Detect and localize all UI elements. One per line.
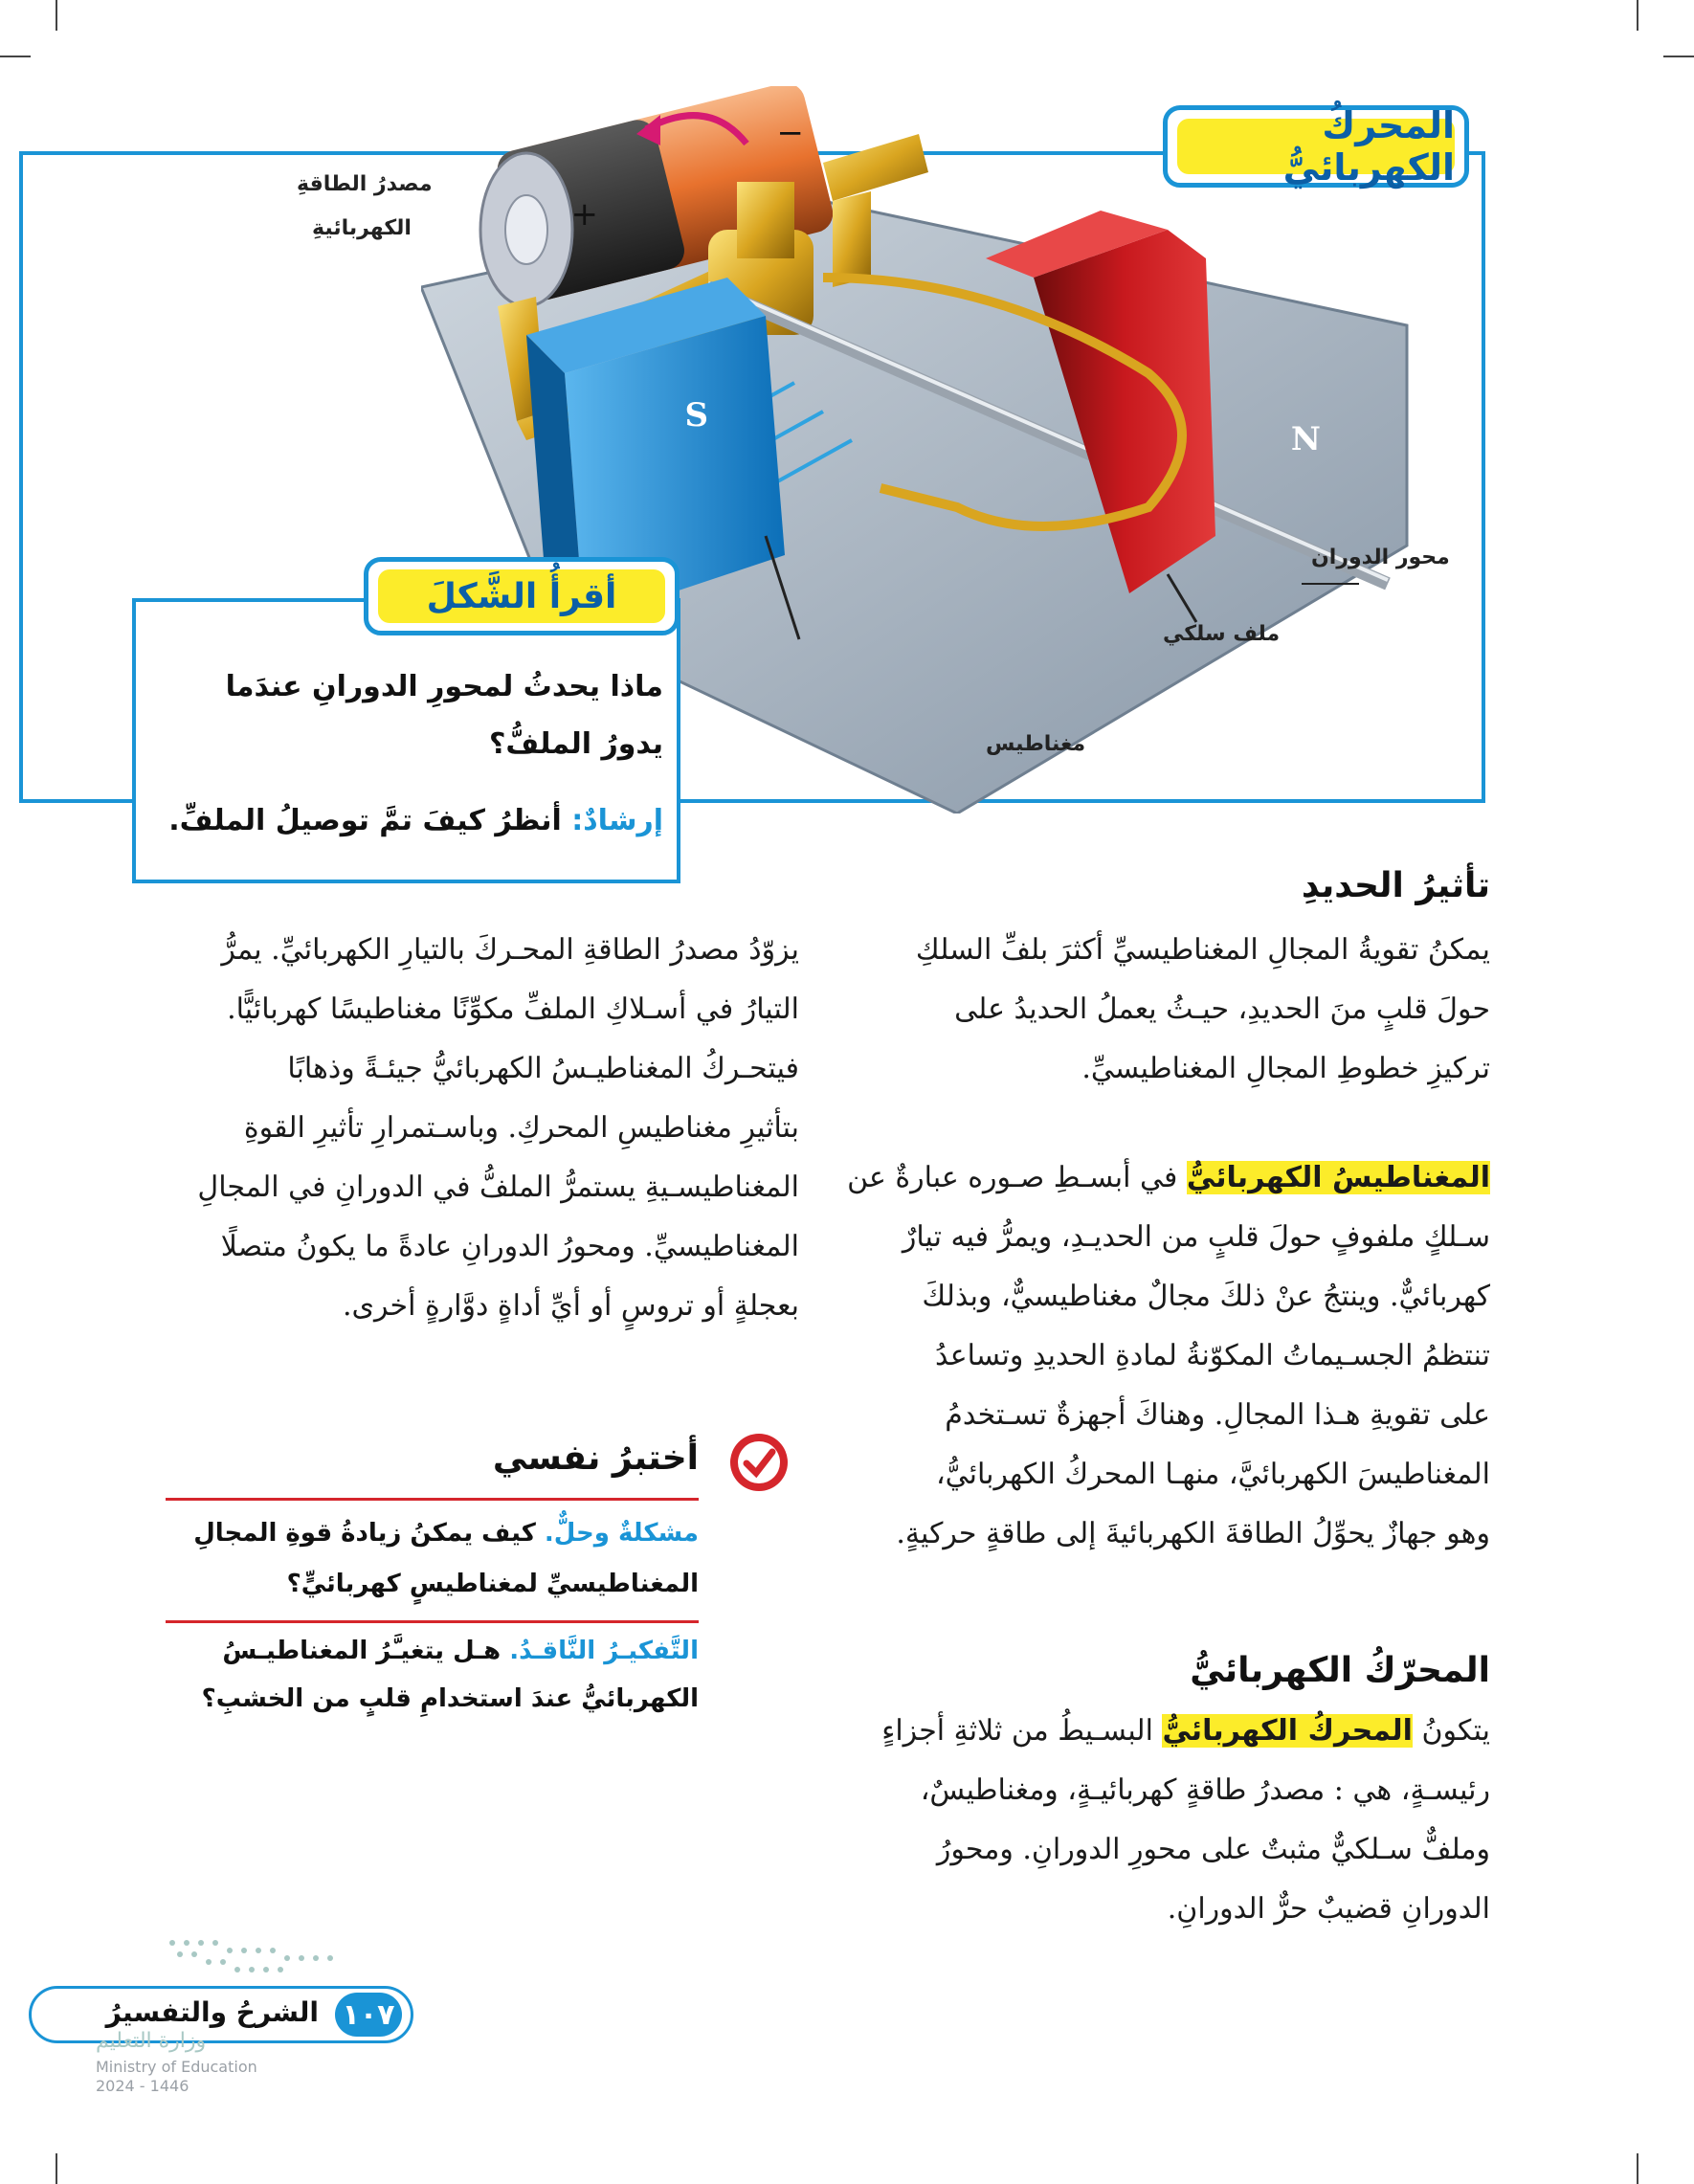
electromagnet-line: في أبسـطِ صـوره عبارةٌ عن <box>847 1161 1178 1194</box>
plus-sign: + <box>570 195 598 234</box>
power-source-label-line2: الكهربائيةِ <box>312 216 412 240</box>
coil-label: ملف سلكي <box>1163 622 1281 646</box>
self-test-q1-line2: المغناطيسيِّ لمغناطيسٍ كهربائيٍّ؟ <box>286 1570 699 1598</box>
figure-title: المحركُ الكهربائيُّ <box>1177 119 1455 174</box>
electromagnet-line: سـلكٍ ملفوفٍ حولَ قلبٍ من الحديـدِ، ويمرُّ فيه تيارٌ <box>902 1220 1490 1254</box>
read-figure-question-line2: يدورُ الملفُّ؟ <box>489 727 663 761</box>
self-test-q1-line1 <box>193 1519 699 1548</box>
minus-sign: − <box>776 114 804 152</box>
crop-mark <box>1663 56 1694 57</box>
motor-line-start: يتكونُ <box>1421 1714 1490 1748</box>
crop-mark <box>56 0 57 31</box>
hint-text: أنظرُ كيفَ تمَّ توصيلُ الملفِّ. <box>168 804 562 837</box>
self-test-q2-line1 <box>222 1637 699 1665</box>
ministry-name-ar: وزارة التعليم <box>96 2029 207 2053</box>
page-number: ١٠٧ <box>335 1993 402 2037</box>
motor-line: الدورانِ قضيبٌ حرٌّ الدورانِ. <box>1167 1892 1490 1926</box>
self-test-rule <box>166 1498 699 1501</box>
crop-mark <box>1637 0 1638 31</box>
read-figure-title-box <box>364 557 680 635</box>
figure-title-box <box>1163 105 1469 188</box>
crop-mark <box>56 2153 57 2184</box>
pole-s-label: S <box>684 396 708 435</box>
electromagnet-line: وهو جهازٌ يحوِّلُ الطاقةَ الكهربائيةَ إلى طاقةٍ حركيةٍ. <box>896 1517 1490 1550</box>
self-test-q2-line2: الكهربائيُّ عندَ استخدامِ قلبٍ من الخشبِ؟ <box>201 1684 699 1713</box>
electromagnet-line: المغناطيسَ الكهربائيَّ، منهـا المحركُ الكهربائيُّ، <box>935 1458 1490 1491</box>
electromagnet-line: كهربائيٌّ. وينتجُ عنْ ذلكَ مجالٌ مغناطيسيٌّ، وبذلكَ <box>922 1280 1490 1313</box>
left-line: فيتحـركُ المغناطيـسُ الكهربائيُّ جيئـةً وذهابًا <box>287 1052 799 1085</box>
iron-line: تركيزِ خطوطِ المجالِ المغناطيسيِّ. <box>1081 1052 1490 1085</box>
footer-section-name: الشرحُ والتفسيرُ <box>105 1996 319 2028</box>
ministry-year: 2024 - 1446 <box>96 2077 189 2095</box>
left-line: التيارُ في أسـلاكِ الملفِّ مكوِّنًا مغناطيسًا كهربائيًّا. <box>227 992 799 1026</box>
self-test-rule <box>166 1620 699 1623</box>
iron-line: حولَ قلبٍ منَ الحديدِ، حيـثُ يعملُ الحديدُ على <box>954 992 1490 1026</box>
ministry-name-en: Ministry of Education <box>96 2058 257 2076</box>
motor-paragraph <box>881 1702 1490 1939</box>
checkmark-icon <box>727 1431 791 1494</box>
power-source-label-line1: مصدرُ الطاقةِ <box>297 172 433 196</box>
read-figure-title: أقرأُ الشَّكلَ <box>378 569 665 623</box>
iron-line: يمكنُ تقويةُ المجالِ المغناطيسيِّ أكثرَ بلفِّ السلكِ <box>915 933 1490 967</box>
pole-n-label: N <box>1290 420 1321 458</box>
electromagnet-line: تنتظمُ الجسـيماتُ المكوّنةُ لمادةِ الحديدِ وتساعدُ <box>935 1339 1490 1372</box>
self-test-q1-key: مشكلةٌ وحلٌّ. <box>544 1519 699 1548</box>
motor-line: وملفٌّ سـلكيٌّ مثبتٌ على محورِ الدورانِ. ومحورُ <box>936 1833 1490 1866</box>
motor-line-rest: البسـيطُ من ثلاثةِ أجزاءٍ <box>881 1714 1153 1748</box>
crop-mark <box>0 56 31 57</box>
magnet-label: مغناطيس <box>986 732 1086 756</box>
left-line: بعجلةٍ أو تروسٍ أو أيِّ أداةٍ دوَّارةٍ أخرى. <box>342 1289 799 1323</box>
electromagnet-paragraph <box>847 1148 1490 1564</box>
ministry-logo-dots-icon <box>153 1933 345 1981</box>
motor-line: رئيسـةٍ، هي : مصدرُ طاقةٍ كهربائيـةٍ، ومغناطيسٌ، <box>920 1773 1490 1807</box>
self-test-title: أختبرُ نفسي <box>492 1438 699 1478</box>
left-paragraph <box>197 921 799 1336</box>
hint-label: إرشادٌ: <box>571 804 663 837</box>
left-line: يزوّدُ مصدرُ الطاقةِ المحـركَ بالتيارِ الكهربائيِّ. يمرُّ <box>221 933 799 967</box>
left-line: المغناطيسيِّ. ومحورُ الدورانِ عادةً ما يكونُ متصلًا <box>220 1230 799 1263</box>
electromagnet-line: على تقويةِ هـذا المجالِ. وهناكَ أجهزةٌ تسـتخدمُ <box>945 1398 1490 1432</box>
crop-mark <box>1637 2153 1638 2184</box>
self-test-q2-key: التَّفكيـرُ النَّاقـدُ. <box>509 1637 699 1665</box>
self-test-q2-text: هـل يتغيـَّرُ المغناطيـسُ <box>222 1637 502 1665</box>
axle-label: محور الدوران <box>1311 546 1450 569</box>
electromagnet-term: المغناطيسُ الكهربائيُّ <box>1186 1161 1490 1194</box>
motor-term: المحركُ الكهربائيُّ <box>1162 1714 1413 1748</box>
left-line: المغناطيسـيةِ يستمرُّ الملفُّ في الدورانِ في المجالِ <box>197 1170 799 1204</box>
self-test-q1-text: كيف يمكنُ زيادةُ قوةِ المجالِ <box>193 1519 536 1548</box>
left-line: بتأثيرِ مغناطيسِ المحركِ. وباسـتمرارِ تأثيرِ القوةِ <box>243 1111 799 1145</box>
motor-heading: المحرّكُ الكهربائيُّ <box>1190 1651 1490 1690</box>
iron-paragraph <box>916 921 1490 1099</box>
iron-heading: تأثيرُ الحديدِ <box>1301 866 1490 905</box>
read-figure-question-line1: ماذا يحدثُ لمحورِ الدورانِ عندَما <box>225 670 663 703</box>
read-figure-hint <box>168 804 663 837</box>
